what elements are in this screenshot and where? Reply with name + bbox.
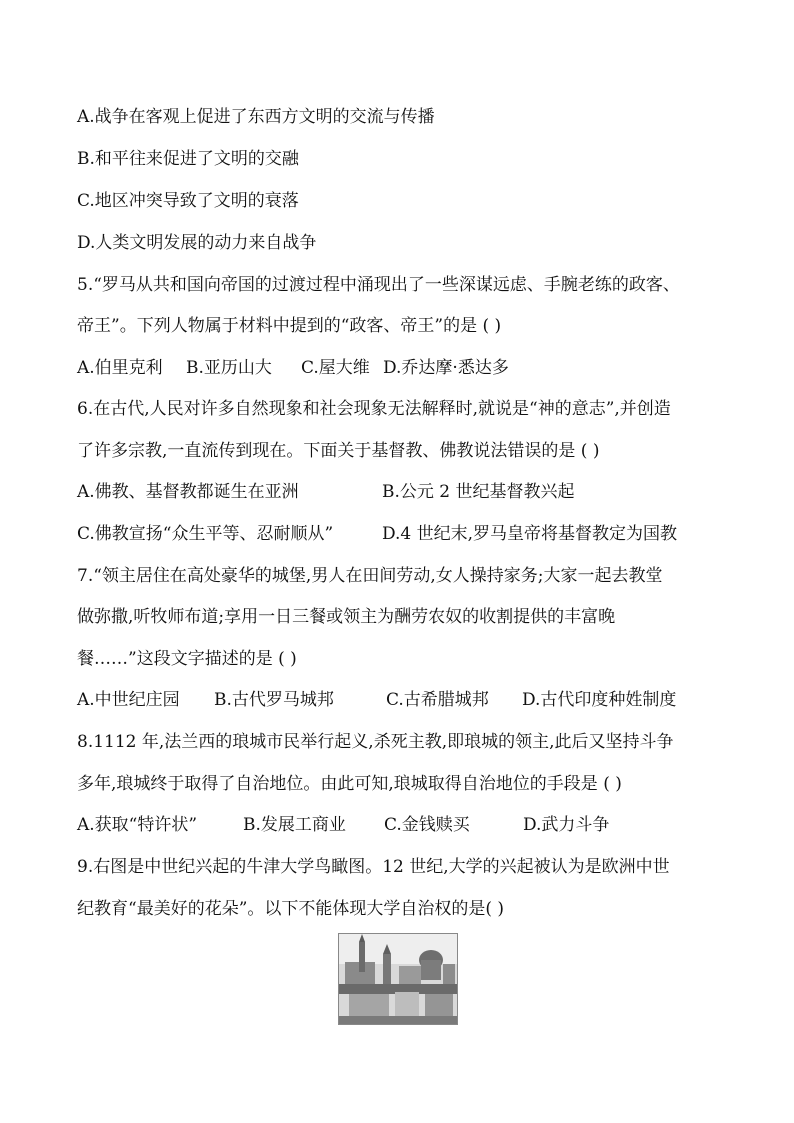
q7-option-b: B.古代罗马城邦	[214, 690, 334, 710]
q6-option-a: A.佛教、基督教都诞生在亚洲	[77, 482, 299, 502]
oxford-aerial-photo	[338, 933, 458, 1025]
q7-option-c: C.古希腊城邦	[386, 690, 489, 710]
q8-option-c: C.金钱赎买	[384, 815, 470, 835]
q8-option-a: A.获取“特许状”	[77, 815, 198, 835]
q8-option-b: B.发展工商业	[243, 815, 346, 835]
q5-stem-line1: 5.“罗马从共和国向帝国的过渡过程中涌现出了一些深谋远虑、手腕老练的政客、	[77, 275, 680, 295]
q4-option-d: D.人类文明发展的动力来自战争	[77, 233, 317, 253]
q8-stem-line2: 多年,琅城终于取得了自治地位。由此可知,琅城取得自治地位的手段是 ( )	[77, 774, 622, 794]
q5-option-d: D.乔达摩·悉达多	[383, 358, 509, 378]
q7-stem-line1: 7.“领主居住在高处豪华的城堡,男人在田间劳动,女人操持家务;大家一起去教堂	[77, 566, 663, 586]
q6-option-b: B.公元 2 世纪基督教兴起	[382, 482, 575, 502]
q5-option-b: B.亚历山大	[186, 358, 272, 378]
q5-option-a: A.伯里克利	[77, 358, 163, 378]
q7-option-d: D.古代印度种姓制度	[522, 690, 677, 710]
q6-stem-line1: 6.在古代,人民对许多自然现象和社会现象无法解释时,就说是“神的意志”,并创造	[77, 399, 671, 419]
q6-option-c: C.佛教宣扬“众生平等、忍耐顺从”	[77, 524, 334, 544]
q7-stem-line2: 做弥撒,听牧师布道;享用一日三餐或领主为酬劳农奴的收割提供的丰富晚	[77, 607, 616, 627]
q6-stem-line2: 了许多宗教,一直流传到现在。下面关于基督教、佛教说法错误的是 ( )	[77, 441, 600, 461]
q4-option-c: C.地区冲突导致了文明的衰落	[77, 191, 299, 211]
q4-option-a: A.战争在客观上促进了东西方文明的交流与传播	[77, 107, 435, 127]
q9-stem-line2: 纪教育“最美好的花朵”。以下不能体现大学自治权的是( )	[77, 899, 505, 919]
q8-option-d: D.武力斗争	[523, 815, 610, 835]
q8-stem-line1: 8.1112 年,法兰西的琅城市民举行起义,杀死主教,即琅城的领主,此后又坚持斗争	[77, 732, 674, 752]
q5-option-c: C.屋大维	[301, 358, 370, 378]
q6-option-d: D.4 世纪末,罗马皇帝将基督教定为国教	[382, 524, 678, 544]
q4-option-b: B.和平往来促进了文明的交融	[77, 149, 299, 169]
q9-stem-line1: 9.右图是中世纪兴起的牛津大学鸟瞰图。12 世纪,大学的兴起被认为是欧洲中世	[77, 857, 670, 877]
q7-stem-line3: 餐……”这段文字描述的是 ( )	[77, 649, 297, 669]
q5-stem-line2: 帝王”。下列人物属于材料中提到的“政客、帝王”的是 ( )	[77, 316, 502, 336]
q7-option-a: A.中世纪庄园	[77, 690, 180, 710]
